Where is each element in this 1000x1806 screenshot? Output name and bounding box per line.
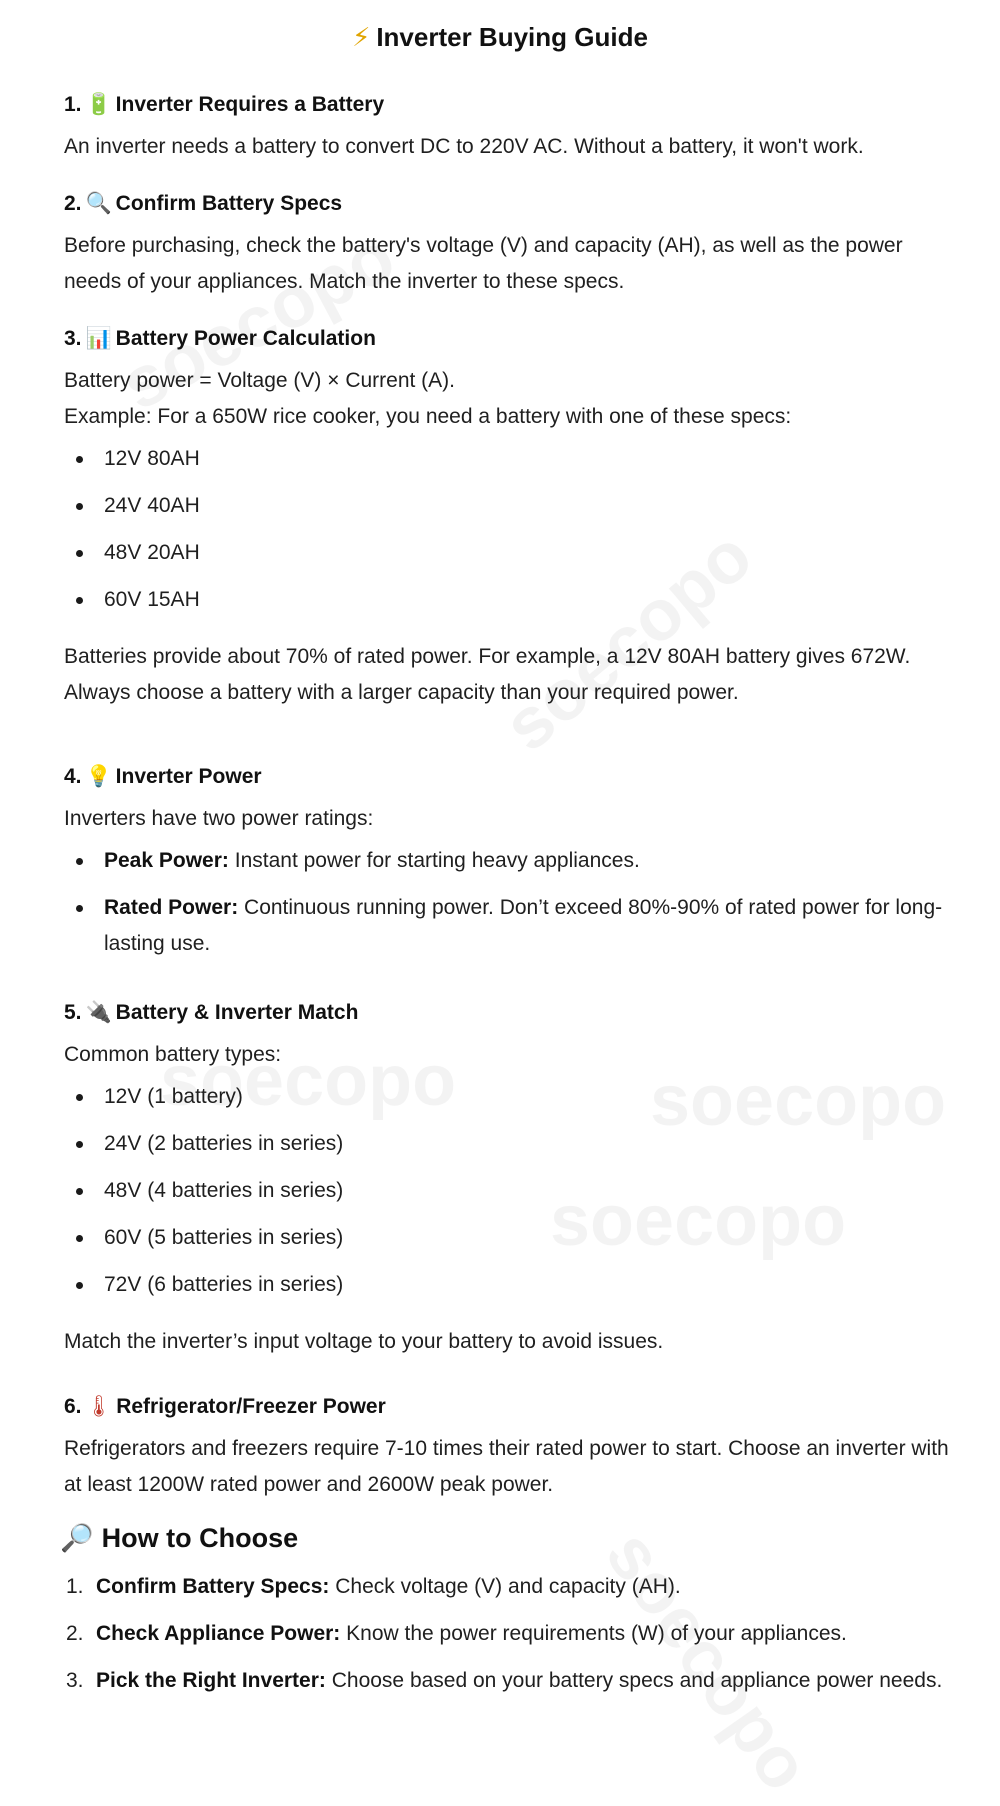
lightning-icon: ⚡ <box>352 23 371 53</box>
section-text: Refrigerators and freezers require 7-10 times their rated power to start. Choose an inverter with at least 1200W rated power and 2600W peak power. <box>64 1437 949 1496</box>
battery-icon: 🔋 <box>85 92 112 116</box>
list-item: 24V 40AH <box>64 488 964 524</box>
section-fridge-power <box>64 1392 964 1503</box>
list-item: 60V 15AH <box>64 582 964 618</box>
section-text: An inverter needs a battery to convert DC to 220V AC. Without a battery, it won't work. <box>64 135 864 158</box>
magnifier-icon: 🔍 <box>85 191 112 215</box>
section-power-calculation <box>64 324 964 711</box>
list-item: 60V (5 batteries in series) <box>64 1220 964 1256</box>
list-item: 12V 80AH <box>64 441 964 477</box>
section-heading: 1. 🔋 Inverter Requires a Battery <box>64 92 385 116</box>
section-heading: 6. 🌡 Refrigerator/Freezer Power <box>64 1394 386 1418</box>
section-heading: 5. 🔌 Battery & Inverter Match <box>64 1000 359 1024</box>
section-heading: 4. 💡 Inverter Power <box>64 764 262 788</box>
example-text: Example: For a 650W rice cooker, you need a battery with one of these specs: <box>64 405 792 428</box>
how-to-choose-heading: 🔎 How to Choose <box>60 1523 299 1554</box>
list-item: 24V (2 batteries in series) <box>64 1126 964 1162</box>
list-item: 48V 20AH <box>64 535 964 571</box>
list-item: 1. Confirm Battery Specs: Check voltage (V) and capacity (AH). <box>66 1575 681 1598</box>
battery-spec-list <box>64 441 964 618</box>
magnifier-icon: 🔎 <box>60 1523 94 1554</box>
note-text: Match the inverter’s input voltage to your battery to avoid issues. <box>64 1330 664 1353</box>
plug-icon: 🔌 <box>85 1000 112 1024</box>
section-text: Inverters have two power ratings: <box>64 807 374 830</box>
list-item: 72V (6 batteries in series) <box>64 1267 964 1303</box>
section-heading: 2. 🔍 Confirm Battery Specs <box>64 191 343 215</box>
section-text: Before purchasing, check the battery's voltage (V) and capacity (AH), as well as the power needs of your appliances. Match the inverter to these specs. <box>64 234 903 293</box>
list-item: 12V (1 battery) <box>64 1079 964 1115</box>
section-inverter-power <box>64 762 964 973</box>
section-battery-inverter-match <box>64 998 964 1360</box>
list-item: 2. Check Appliance Power: Know the power requirements (W) of your appliances. <box>66 1622 847 1645</box>
section-heading: 3. 📊 Battery Power Calculation <box>64 326 376 350</box>
page-title-text: Inverter Buying Guide <box>376 22 648 52</box>
power-rating-list <box>64 843 964 962</box>
note-text: Batteries provide about 70% of rated power. For example, a 12V 80AH battery gives 672W. Always choose a battery with a larger capacity than your required power. <box>64 645 911 704</box>
list-item: 3. Pick the Right Inverter: Choose based on your battery specs and appliance power needs. <box>66 1669 943 1692</box>
section-battery-required <box>64 90 964 165</box>
formula-text: Battery power = Voltage (V) × Current (A). <box>64 369 456 392</box>
chart-icon: 📊 <box>85 326 112 350</box>
list-item: 48V (4 batteries in series) <box>64 1173 964 1209</box>
steps-list <box>60 1569 960 1699</box>
lightbulb-icon: 💡 <box>85 764 112 788</box>
page-title <box>0 22 1000 53</box>
section-battery-specs <box>64 189 964 300</box>
battery-type-list <box>64 1079 964 1303</box>
list-item: Rated Power: Continuous running power. Don’t exceed 80%-90% of rated power for long-lasting use. <box>64 890 964 962</box>
section-text: Common battery types: <box>64 1043 282 1066</box>
section-how-to-choose <box>60 1520 960 1710</box>
list-item: Peak Power: Instant power for starting heavy appliances. <box>64 843 964 879</box>
thermometer-icon: 🌡 <box>85 1394 113 1418</box>
